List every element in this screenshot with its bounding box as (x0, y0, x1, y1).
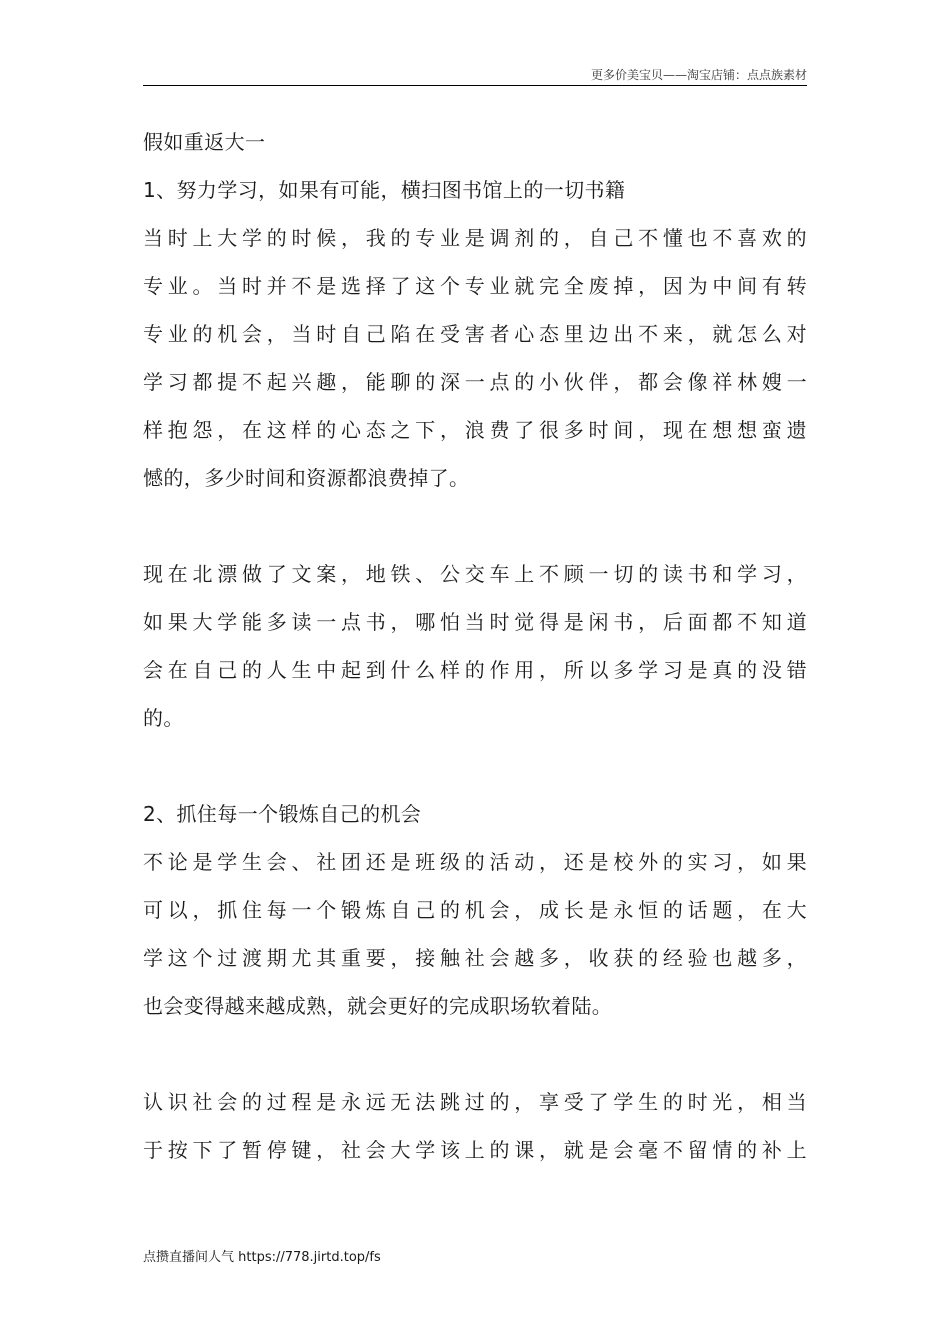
paragraph-line: 也会变得越来越成熟，就会更好的完成职场软着陆。 (143, 994, 613, 1018)
header-divider (143, 85, 807, 86)
paragraph-line: 如果大学能多读一点书，哪怕当时觉得是闲书，后面都不知道 (143, 610, 807, 634)
paragraph-line: 专业的机会，当时自己陷在受害者心态里边出不来，就怎么对 (143, 322, 807, 346)
paragraph-spacer (143, 1030, 807, 1078)
paragraph-line: 的。 (143, 706, 184, 730)
paragraph-line: 学这个过渡期尤其重要，接触社会越多，收获的经验也越多， (143, 946, 807, 970)
header-store-text: 更多价美宝贝——淘宝店铺：点点族素材 (590, 68, 807, 82)
paragraph-line: 会在自己的人生中起到什么样的作用，所以多学习是真的没错 (143, 658, 807, 682)
section-1-heading: 1、努力学习，如果有可能，横扫图书馆上的一切书籍 (143, 178, 626, 202)
section-2-heading: 2、抓住每一个锻炼自己的机会 (143, 802, 422, 826)
paragraph-line: 样抱怨，在这样的心态之下，浪费了很多时间，现在想想蛮遗 (143, 418, 807, 442)
section-1-paragraph-1 (143, 214, 807, 502)
paragraph-line: 于按下了暂停键，社会大学该上的课，就是会毫不留情的补上 (143, 1138, 807, 1162)
section-2-paragraph-2 (143, 1078, 807, 1174)
document-title: 假如重返大一 (143, 130, 266, 154)
paragraph-line: 学习都提不起兴趣，能聊的深一点的小伙伴，都会像祥林嫂一 (143, 370, 807, 394)
document-body (143, 118, 807, 1174)
paragraph-line: 当时上大学的时候，我的专业是调剂的，自己不懂也不喜欢的 (143, 226, 807, 250)
paragraph-spacer (143, 502, 807, 550)
paragraph-line: 现在北漂做了文案，地铁、公交车上不顾一切的读书和学习， (143, 562, 807, 586)
paragraph-line: 憾的，多少时间和资源都浪费掉了。 (143, 466, 470, 490)
section-2-paragraph-1 (143, 838, 807, 1030)
paragraph-spacer (143, 742, 807, 790)
paragraph-line: 可以，抓住每一个锻炼自己的机会，成长是永恒的话题，在大 (143, 898, 807, 922)
section-1-paragraph-2 (143, 550, 807, 742)
paragraph-line: 不论是学生会、社团还是班级的活动，还是校外的实习，如果 (143, 850, 807, 874)
footer-promo-link[interactable]: 点攒直播间人气 https://778.jirtd.top/fs (143, 1250, 381, 1265)
paragraph-line: 认识社会的过程是永远无法跳过的，享受了学生的时光，相当 (143, 1090, 807, 1114)
paragraph-line: 专业。当时并不是选择了这个专业就完全废掉，因为中间有转 (143, 274, 807, 298)
